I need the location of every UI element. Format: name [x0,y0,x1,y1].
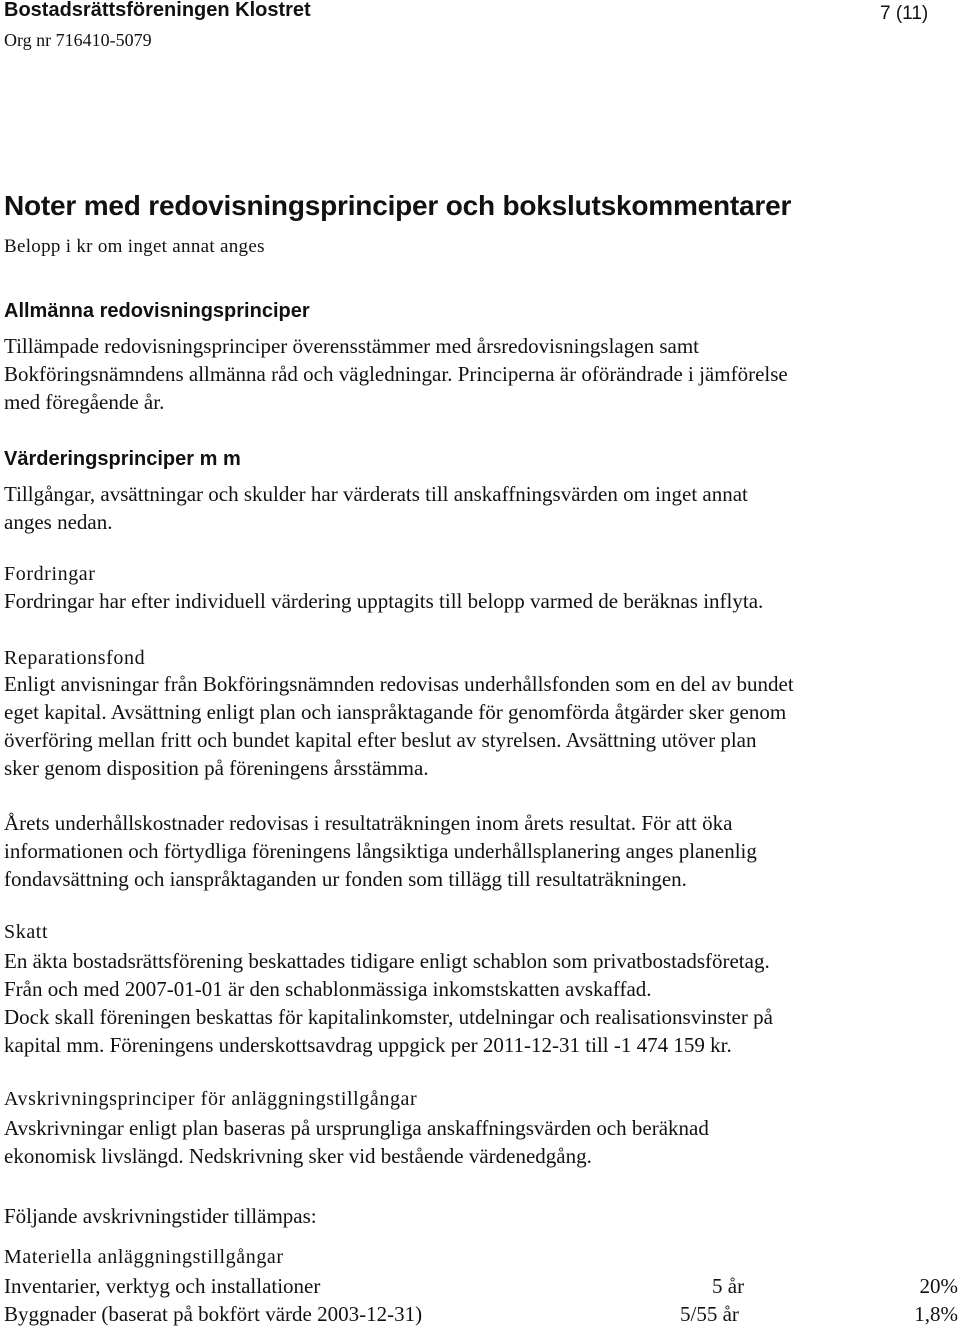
paragraph-skatt [4,947,773,1059]
text-line: anges nedan. [4,510,113,534]
section-heading-skatt: Skatt [4,921,49,943]
text-line: fondavsättning och ianspråktaganden ur fonden som tillägg till resultaträkningen. [4,867,687,891]
text-line: Tillämpade redovisningsprinciper överensstämmer med årsredovisningslagen samt [4,334,699,358]
organization-number: Org nr 716410-5079 [4,30,152,50]
paragraph-reparationsfond [4,670,794,782]
text-line: ekonomisk livslängd. Nedskrivning sker vid bestående värdenedgång. [4,1144,592,1168]
text-line: Fordringar har efter individuell värdering upptagits till belopp varmed de beräknas inflyta. [4,589,764,613]
text-line: Dock skall föreningen beskattas för kapitalinkomster, utdelningar och realisationsvinster på [4,1005,773,1029]
text-line: Årets underhållskostnader redovisas i resultaträkningen inom årets resultat. För att öka [4,811,733,835]
paragraph-vardering [4,480,748,536]
section-heading-vardering: Värderingsprinciper m m [4,448,241,470]
text-line: Bokföringsnämndens allmänna råd och vägledningar. Principerna är oförändrade i jämförelse [4,362,788,386]
section-heading-fordringar: Fordringar [4,563,96,585]
avskrivning-intro: Följande avskrivningstider tillämpas: [4,1204,317,1228]
text-line: kapital mm. Föreningens underskottsavdrag uppgick per 2011-12-31 till -1 474 159 kr. [4,1033,732,1057]
document-subtitle: Belopp i kr om inget annat anges [4,236,265,257]
page-number: 7 (11) [880,3,929,24]
text-line: Avskrivningar enligt plan baseras på ursprungliga anskaffningsvärden och beräknad [4,1116,709,1140]
section-heading-reparationsfond: Reparationsfond [4,647,146,669]
organization-name: Bostadsrättsföreningen Klostret [4,0,311,21]
section-heading-allmanna: Allmänna redovisningsprinciper [4,300,310,322]
text-line: Enligt anvisningar från Bokföringsnämnden redovisas underhållsfonden som en del av bundet [4,672,794,696]
table-row [4,1272,320,1300]
row-percent: 20% [919,1274,958,1298]
document-title: Noter med redovisningsprinciper och bokslutskommentarer [4,190,792,221]
paragraph-allmanna [4,332,788,416]
paragraph-underhallskostnader [4,809,757,893]
paragraph-avskrivning [4,1114,709,1170]
text-line: En äkta bostadsrättsförening beskattades tidigare enligt schablon som privatbostadsföretag. [4,949,770,973]
row-years: 5 år [712,1274,745,1298]
row-label: Byggnader (baserat på bokfört värde 2003-12-31) [4,1302,423,1326]
table-row [4,1300,422,1328]
text-line: sker genom disposition på föreningens årsstämma. [4,756,429,780]
row-years: 5/55 år [680,1302,739,1326]
text-line: med föregående år. [4,390,165,414]
text-line: överföring mellan fritt och bundet kapital efter beslut av styrelsen. Avsättning utöver plan [4,728,757,752]
row-percent: 1,8% [914,1302,958,1326]
row-label: Inventarier, verktyg och installationer [4,1274,321,1298]
text-line: Från och med 2007-01-01 är den schablonmässiga inkomstskatten avskaffad. [4,977,652,1001]
text-line: Tillgångar, avsättningar och skulder har värderats till anskaffningsvärden om inget annat [4,482,748,506]
text-line: eget kapital. Avsättning enligt plan och ianspråktagande för genomförda åtgärder sker genom [4,700,787,724]
section-heading-avskrivning: Avskrivningsprinciper för anläggningstillgångar [4,1088,418,1110]
table-heading: Materiella anläggningstillgångar [4,1246,284,1268]
paragraph-fordringar [4,587,763,615]
text-line: informationen och förtydliga föreningens långsiktiga underhållsplanering anges planenlig [4,839,757,863]
